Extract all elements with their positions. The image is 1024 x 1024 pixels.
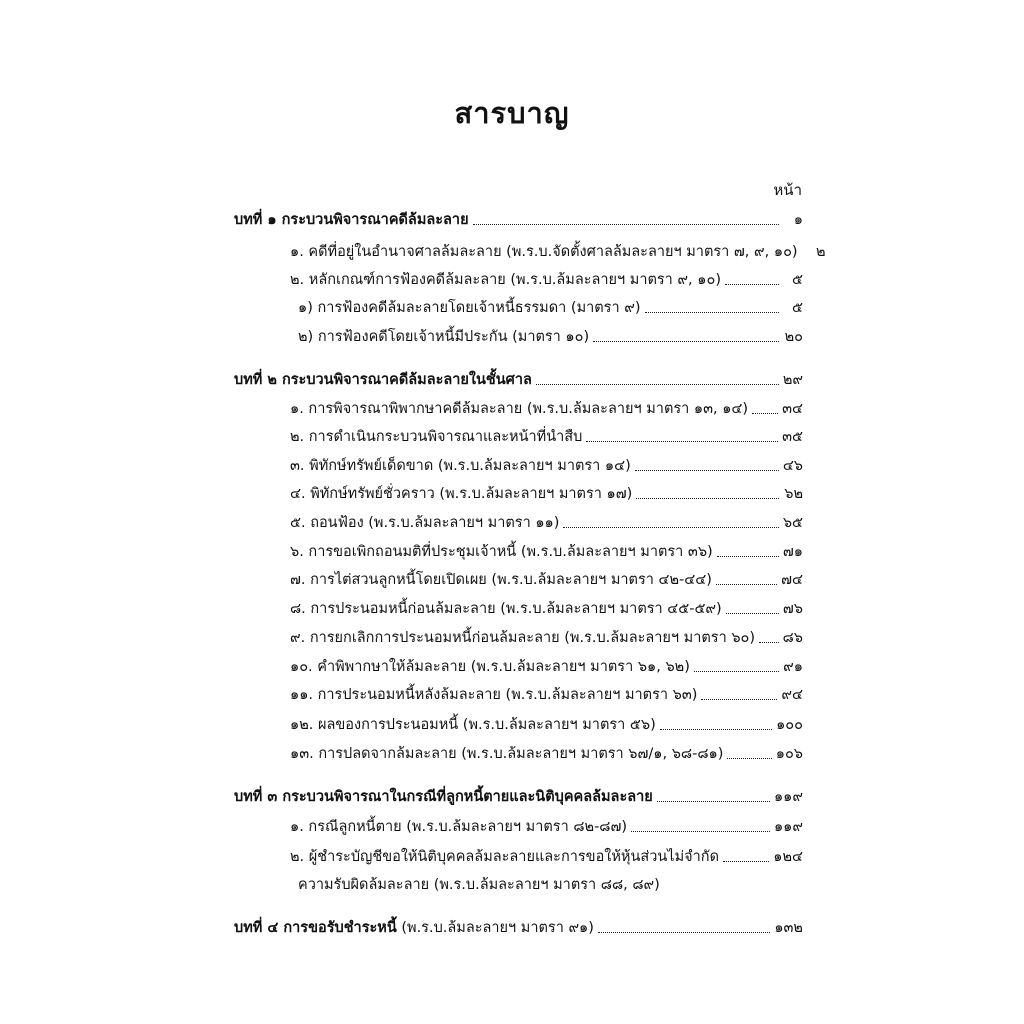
toc-entry-text: ๖. การขอเพิกถอนมติที่ประชุมเจ้าหนี้ (พ.ร.บ.ล้มละลายฯ มาตรา ๓๖) (290, 544, 713, 560)
toc-row (290, 713, 803, 735)
toc-entry-text: ๑๒. ผลของการประนอมหนี้ (พ.ร.บ.ล้มละลายฯ มาตรา ๕๖) (290, 717, 656, 733)
toc-row (290, 482, 803, 504)
toc-entry-reference: (พ.ร.บ.ล้มละลายฯ มาตรา ๙๑) (396, 920, 594, 936)
toc-page-number: ๖๒ (784, 486, 803, 502)
toc-entry-text: ๑. คดีที่อยู่ในอำนาจศาลล้มละลาย (พ.ร.บ.จัดตั้งศาลล้มละลายฯ มาตรา ๗, ๙, ๑๐) (290, 244, 798, 260)
toc-page-number: ๑๑๙ (773, 789, 803, 805)
dot-leader (586, 441, 778, 442)
toc-entry-text: ๒. ผู้ชำระบัญชีขอให้นิติบุคคลล้มละลายและการขอให้หุ้นส่วนไม่จำกัด (290, 849, 719, 865)
toc-entry-text: ๑. กรณีลูกหนี้ตาย (พ.ร.บ.ล้มละลายฯ มาตรา ๘๒-๘๗) (290, 819, 628, 835)
dot-leader (536, 384, 779, 385)
toc-page-number: ๑๓๒ (774, 920, 803, 936)
dot-leader (726, 613, 779, 614)
dot-leader (694, 671, 779, 672)
dot-leader (563, 527, 778, 528)
toc-page-number: ๙๑ (783, 659, 803, 675)
toc-page-number: ๘๖ (782, 630, 803, 646)
toc-row (298, 325, 803, 347)
toc-chapter-row (234, 916, 803, 938)
dot-leader (636, 498, 779, 499)
toc-row (290, 511, 803, 533)
toc-row (290, 683, 803, 705)
toc-row (290, 742, 803, 764)
dot-leader (716, 584, 777, 585)
toc-entry-text: ๔. พิทักษ์ทรัพย์ชั่วคราว (พ.ร.บ.ล้มละลายฯ มาตรา ๑๗) (290, 486, 633, 502)
dot-leader (717, 556, 779, 557)
dot-leader (725, 284, 779, 285)
toc-entry-text: ๕. ถอนฟ้อง (พ.ร.บ.ล้มละลายฯ มาตรา ๑๑) (290, 515, 560, 531)
toc-entry-text: ๑๐. คำพิพากษาให้ล้มละลาย (พ.ร.บ.ล้มละลายฯ มาตรา ๖๑, ๖๒) (290, 659, 690, 675)
toc-row (290, 240, 826, 262)
toc-page-number: ๑๐๖ (775, 746, 803, 762)
toc-page-number: ๒ (816, 244, 826, 260)
toc-entry-text: บทที่ ๒ กระบวนพิจารณาคดีล้มละลายในชั้นศาล (234, 372, 532, 388)
toc-row (290, 655, 803, 677)
dot-leader (635, 470, 779, 471)
toc-page-number: ๕ (792, 300, 803, 316)
toc-page-number: ๖๕ (782, 515, 803, 531)
toc-row (290, 454, 803, 476)
toc-entry-text: บทที่ ๓ กระบวนพิจารณาในกรณีที่ลูกหนี้ตายและนิติบุคคลล้มละลาย (234, 789, 653, 805)
toc-entry-text: ๙. การยกเลิกการประนอมหนี้ก่อนล้มละลาย (พ.ร.บ.ล้มละลายฯ มาตรา ๖๐) (290, 630, 756, 646)
toc-page-number: ๙๔ (781, 687, 803, 703)
toc-entry-text: บทที่ ๑ กระบวนพิจารณาคดีล้มละลาย (234, 212, 469, 228)
toc-page-number: ๒๙ (782, 372, 803, 388)
dot-leader (660, 729, 772, 730)
dot-leader (752, 413, 778, 414)
toc-page-number: ๓๔ (782, 401, 803, 417)
toc-row (290, 425, 803, 447)
toc-entry-text: ๑๑. การประนอมหนี้หลังล้มละลาย (พ.ร.บ.ล้มละลายฯ มาตรา ๖๓) (290, 687, 698, 703)
toc-row (290, 268, 803, 290)
dot-leader (645, 312, 780, 313)
toc-page-number: ๗๖ (782, 601, 803, 617)
toc-entry-text: ๗. การไต่สวนลูกหนี้โดยเปิดเผย (พ.ร.บ.ล้มละลายฯ มาตรา ๔๒-๔๔) (290, 572, 712, 588)
toc-entry-text: ๒) การฟ้องคดีโดยเจ้าหนี้มีประกัน (มาตรา ๑๐) (298, 329, 590, 345)
toc-page-number: ๒๐ (784, 329, 803, 345)
toc-entry-text: ๑๓. การปลดจากล้มละลาย (พ.ร.บ.ล้มละลายฯ มาตรา ๖๗/๑, ๖๘-๘๑) (290, 746, 724, 762)
dot-leader (631, 831, 770, 832)
toc-entry-text: ๒. การดำเนินกระบวนพิจารณาและหน้าที่นำสืบ (290, 429, 583, 445)
dot-leader (723, 861, 769, 862)
toc-row (298, 296, 803, 318)
dot-leader (593, 341, 779, 342)
toc-entry-text: ๓. พิทักษ์ทรัพย์เด็ดขาด (พ.ร.บ.ล้มละลายฯ มาตรา ๑๔) (290, 458, 631, 474)
page-column-label: หน้า (773, 181, 802, 199)
toc-entry-text: บทที่ ๔ การขอรับชำระหนี้ (พ.ร.บ.ล้มละลายฯ มาตรา ๙๑) (234, 920, 594, 936)
toc-page-number: ๓๕ (782, 429, 803, 445)
toc-page-number: ๑๐๐ (776, 717, 803, 733)
toc-row (290, 597, 803, 619)
toc-page-number: ๔๖ (782, 458, 803, 474)
toc-chapter-row (234, 368, 803, 390)
dot-leader (727, 758, 771, 759)
toc-row (290, 540, 803, 562)
toc-page-number: ๗๑ (782, 544, 803, 560)
toc-entry-text: ๘. การประนอมหนี้ก่อนล้มละลาย (พ.ร.บ.ล้มละลายฯ มาตรา ๔๕-๕๙) (290, 601, 722, 617)
dot-leader (473, 224, 779, 225)
toc-entry-text: ๒. หลักเกณฑ์การฟ้องคดีล้มละลาย (พ.ร.บ.ล้มละลายฯ มาตรา ๙, ๑๐) (290, 272, 721, 288)
toc-entry-text: ๑) การฟ้องคดีล้มละลายโดยเจ้าหนี้ธรรมดา (มาตรา ๙) (298, 300, 641, 316)
toc-chapter-row (234, 785, 803, 807)
toc-row (290, 815, 803, 837)
dot-leader (759, 642, 779, 643)
dot-leader (701, 699, 777, 700)
dot-leader (657, 801, 770, 802)
toc-page-number: ๑ (793, 212, 803, 228)
toc-row (290, 845, 803, 867)
dot-leader (598, 932, 770, 933)
toc-row (298, 873, 803, 895)
toc-page-number: ๑๑๙ (773, 819, 803, 835)
toc-page-number: ๑๒๔ (773, 849, 803, 865)
toc-row (290, 626, 803, 648)
toc-chapter-row (234, 208, 803, 230)
page-title: สารบาญ (454, 96, 570, 130)
toc-entry-text: ความรับผิดล้มละลาย (พ.ร.บ.ล้มละลายฯ มาตรา ๘๘, ๘๙) (298, 877, 660, 893)
toc-row (290, 568, 803, 590)
toc-page-number: ๗๔ (781, 572, 803, 588)
toc-row (290, 397, 803, 419)
toc-entry-text: ๑. การพิจารณาพิพากษาคดีล้มละลาย (พ.ร.บ.ล้มละลายฯ มาตรา ๑๓, ๑๔) (290, 401, 749, 417)
toc-page-number: ๕ (792, 272, 803, 288)
